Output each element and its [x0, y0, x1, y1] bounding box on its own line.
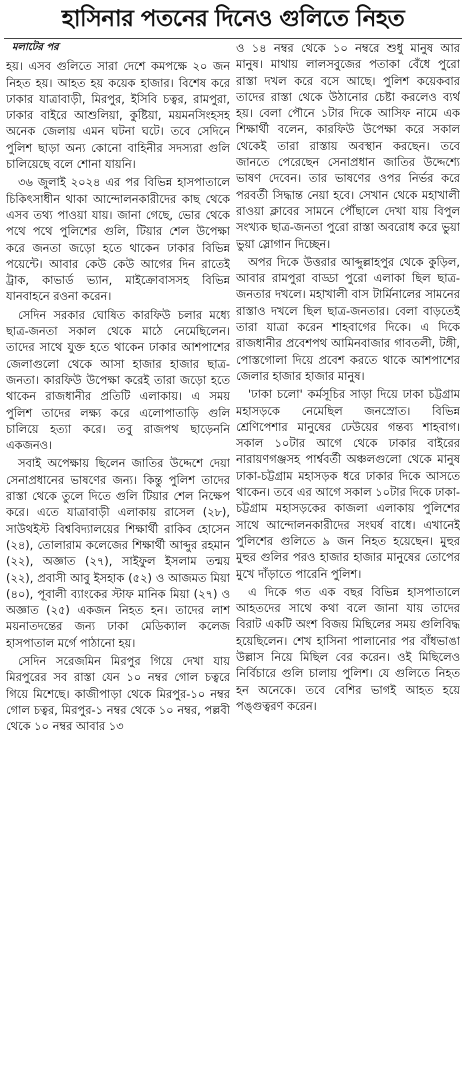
paragraph: এ দিকে গত এক বছর বিভিন্ন হাসপাতালে আহতদের সাথে কথা বলে জানা যায় তাদের বিরাট একটি অংশ বিজয় মিছিলের সময় গুলিবিদ্ধ হয়েছিলেন। শেখ হাসিনা পালানোর পর বাঁধভাঙা উল্লাস নিয়ে মিছিল বের করেন। ওই মিছিলেও নির্বিচারে গুলি চালায় পুলিশ। যে গুলিতে নিহত হন অনেকে। তবে বেশির ভাগই আহত হয়ে পঙ্গুত্বরণ করেন।	[236, 584, 460, 713]
paragraph: হয়। এসব গুলিতে সারা দেশে কমপক্ষে ২০ জন নিহত হয়। আহত হয় কয়েক হাজার। বিশেষ করে ঢাকার যাত্রাবাড়ী, মিরপুর, ইসিবি চত্বর, রামপুরা, ঢাকার বাইরে আশুলিয়া, কুষ্টিয়া, ময়মনসিংহসহ অনেক জেলায় এমন ঘটনা ঘটে। তবে সেদিনে পুলিশ ছাড়া অন্য কোনো বাহিনীর সদস্যরা গুলি চালিয়েছে বলে শোনা যায়নি।	[6, 59, 230, 172]
paragraph: সবাই অপেক্ষায় ছিলেন জাতির উদ্দেশে দেয়া সেনাপ্রধানের ভাষণের জন্য। কিন্তু পুলিশ তাদের রাস্তা থেকে তুলে দিতে গুলি টিয়ার শেল নিক্ষেপ করে। এতে যাত্রাবাড়ী এলাকায় রাসেল (২৮), সাউথইস্ট বিশ্ববিদ্যালয়ের শিক্ষার্থী রাকিব হোসেন (২৪), তোলারাম কলেজের শিক্ষার্থী আব্দুর রহমান (২২), অজ্ঞাত (২৭), সাইফুল ইসলাম তন্ময় (২২), প্রবাসী আবু ইসহাক (৫২) ও আজমত মিয়া (৪০), পূবালী ব্যাংকের স্টাফ মানিক মিয়া (২৭) ও অজ্ঞাত (২৫) একজন নিহত হন। তাদের লাশ ময়নাতদন্তের জন্য ঢাকা মেডিক্যাল কলেজ হাসপাতাল মর্গে পাঠানো হয়।	[6, 456, 230, 650]
column-right	[236, 40, 460, 1079]
headline-divider	[4, 38, 462, 39]
article-body	[6, 40, 460, 1079]
continued-label: মলাটের পর	[12, 42, 59, 53]
headline: হাসিনার পতনের দিনেও গুলিতে নিহত	[61, 5, 405, 32]
paragraph: 'ঢাকা চলো' কর্মসূচির সাড়া দিয়ে ঢাকা চট্টগ্রাম মহাসড়কে নেমেছিল জনস্রোত। বিভিন্ন শ্রেণিপেশার মানুষের ঢেউয়ের গন্তব্য শাহবাগ। সকাল ১০টার আগে থেকে ঢাকার বাইরের নারায়ণগঞ্জসহ পার্শ্ববর্তী অঞ্চলগুলো থেকে মানুষ ঢাকা-চট্টগ্রাম মহাসড়ক ধরে ঢাকার দিকে আসতে থাকেন। তবে এর আগে সকাল ১০টার দিকে ঢাকা-চট্টগ্রাম মহাসড়কের কাজলা এলাকায় পুলিশের সাথে আন্দোলনকারীদের সংঘর্ষ বাধে। এখানেই পুলিশের গুলিতে ৯ জন নিহত হয়েছেন। মুহুর মুহুর গুলির পরও হাজার হাজার মানুষের তোপের মুখে দাঁড়াতে পারেনি পুলিশ।	[236, 387, 460, 581]
paragraph: সেদিন সরেজমিন মিরপুর গিয়ে দেখা যায় মিরপুরের সব রাস্তা যেন ১০ নম্বর গোল চত্বরে গিয়ে মিশেছে। কাজীপাড়া থেকে মিরপুর-১০ নম্বর গোল চত্বর, মিরপুর-১ নম্বর থেকে ১০ নম্বর, পল্লবী থেকে ১০ নম্বর আবার ১৩	[6, 653, 230, 734]
paragraph: ও ১৪ নম্বর থেকে ১০ নম্বরে শুধু মানুষ আর মানুষ। মাথায় লালসবুজের পতাকা বেঁধে পুরো রাস্তা দখল করে বসে আছে। পুলিশ কয়েকবার তাদের রাস্তা থেকে উঠানোর চেষ্টা করলেও ব্যর্থ হয়। বেলা পৌনে ১টার দিকে আসিফ নামে এক শিক্ষার্থী বলেন, কারফিউ উপেক্ষা করে সকাল থেকেই তারা রাস্তায় অবস্থান করছেন। তবে জানতে পেরেছেন সেনাপ্রধান জাতির উদ্দেশ্যে ভাষণ দেবেন। তার ভাষণের ওপর নির্ভর করে পরবর্তী সিদ্ধান্ত নেয়া হবে। সেখান থেকে মহাখালী রাওয়া ক্লাবের সামনে পৌঁছালে দেখা যায় বিপুল সংখ্যক ছাত্র-জনতা পুরো রাস্তা অবরোধ করে ভুয়া ভুয়া স্লোগান দিচ্ছেন।	[236, 41, 460, 251]
column-left	[6, 40, 230, 1079]
paragraph: সেদিন সরকার ঘোষিত কারফিউ চলার মধ্যে ছাত্র-জনতা সকাল থেকে মাঠে নেমেছিলেন। তাদের সাথে যুক্ত হতে থাকেন ঢাকার আশপাশের জেলাগুলো থেকে আসা হাজার হাজার ছাত্র-জনতা। কারফিউ উপেক্ষা করেই তারা জড়ো হতে থাকেন রাজধানীর প্রতিটি এলাকায়। এ সময় পুলিশ তাদের লক্ষ্য করে এলোপাতাড়ি গুলি চালিয়ে হত্যা করে। তবু রাজপথ ছাড়েননি একজনও।	[6, 307, 230, 453]
paragraph: অপর দিকে উত্তরার আব্দুল্লাহপুর থেকে কুড়িল, আবার রামপুরা বাড্ডা পুরো এলাকা ছিল ছাত্র-জনতার দখলে। মহাখালী বাস টার্মিনালের সামনের রাস্তাও দখলে ছিল ছাত্র-জনতার। বেলা বাড়তেই তারা যাত্রা করেন শাহবাগের দিকে। এ দিকে রাজধানীর প্রবেশপথ আমিনবাজার গাবতলী, টঙ্গী, পোস্তগোলা দিয়ে প্রবেশ করতে থাকে আশপাশের জেলার হাজার হাজার মানুষ।	[236, 254, 460, 383]
paragraph: ৩৬ জুলাই ২০২৪ এর পর বিভিন্ন হাসপাতালে চিকিৎসাধীন থাকা আন্দোলনকারীদের কাছ থেকে এসব তথ্য পাওয়া যায়। জানা গেছে, ভোর থেকে পথে পথে পুলিশের গুলি, টিয়ার শেল উপেক্ষা করে জনতা জড়ো হতে থাকেন ঢাকার বিভিন্ন পয়েন্টে। আবার কেউ কেউ আগের দিন রাতেই ট্রাক, কাভার্ড ভ্যান, মাইক্রোবাসসহ বিভিন্ন যানবাহনে রওনা করেন।	[6, 175, 230, 304]
